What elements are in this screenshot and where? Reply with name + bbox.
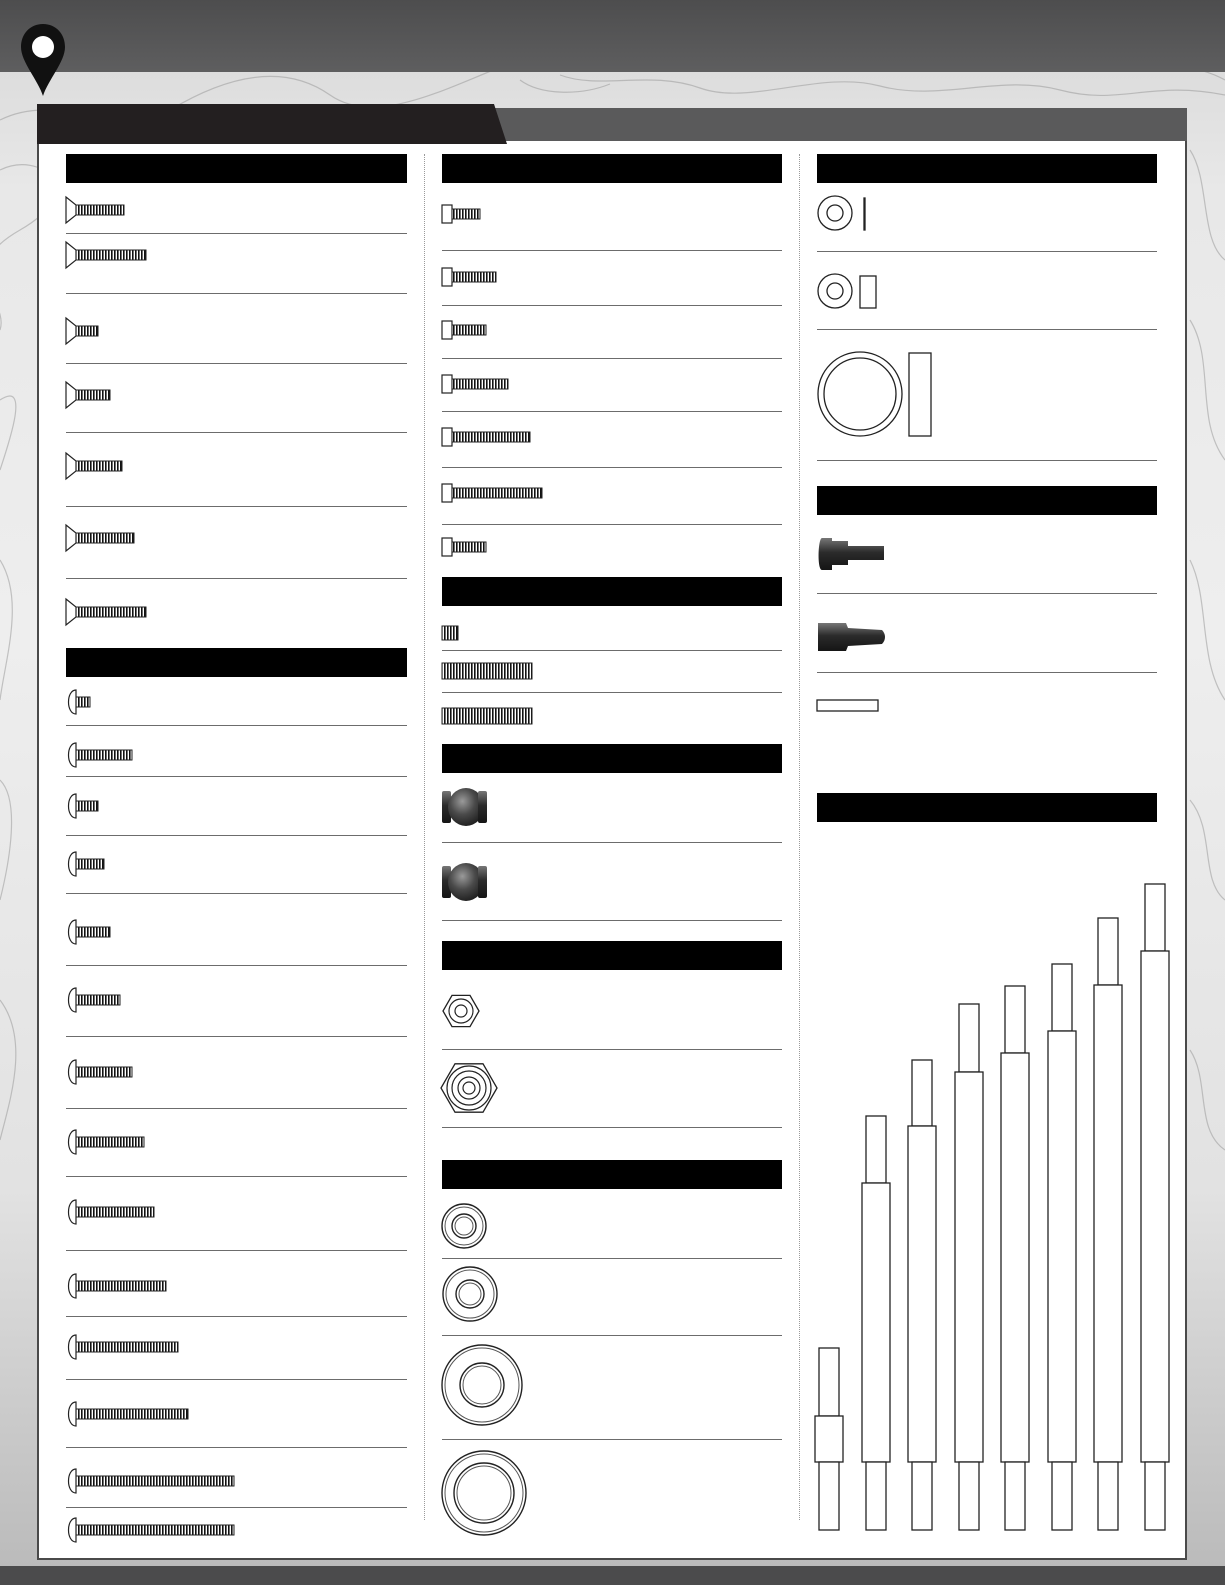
row-divider — [817, 672, 1157, 673]
row-divider — [66, 293, 407, 294]
cap-head-screw-icon — [442, 205, 480, 223]
link-rod-icon — [1141, 884, 1169, 1530]
row-divider — [66, 1379, 407, 1380]
row-divider — [442, 524, 782, 525]
row-divider — [442, 1335, 782, 1336]
pin-icon — [818, 623, 885, 651]
button-head-screw-icon — [69, 743, 133, 767]
cap-head-screw-icon — [442, 428, 530, 446]
row-divider — [442, 1127, 782, 1128]
row-divider — [442, 650, 782, 651]
row-divider — [442, 358, 782, 359]
set-screw-icon — [442, 663, 532, 679]
cap-head-screw-icon — [442, 268, 496, 286]
button-head-screw-icon — [69, 1274, 167, 1298]
row-divider — [442, 250, 782, 251]
button-head-screw-icon — [69, 1402, 189, 1426]
button-head-screw-icon — [69, 988, 121, 1012]
button-head-screw-icon — [69, 1469, 235, 1493]
button-head-screw-icon — [69, 1200, 155, 1224]
flat-head-screw-icon — [66, 318, 98, 344]
pin-icon — [817, 700, 878, 711]
button-head-screw-icon — [69, 1060, 133, 1084]
button-head-screw-icon — [69, 1130, 145, 1154]
cap-head-screw-icon — [442, 321, 486, 339]
row-divider — [66, 835, 407, 836]
row-divider — [817, 329, 1157, 330]
row-divider — [442, 692, 782, 693]
set-screw-icon — [442, 708, 532, 724]
cap-head-screw-icon — [442, 538, 486, 556]
row-divider — [66, 1447, 407, 1448]
button-head-screw-icon — [69, 920, 111, 944]
washer-icon — [818, 352, 931, 436]
row-divider — [66, 893, 407, 894]
pivot-ball-icon — [442, 788, 487, 826]
link-rod-icon — [1048, 964, 1076, 1530]
row-divider — [66, 1507, 407, 1508]
row-divider — [66, 1316, 407, 1317]
row-divider — [66, 1036, 407, 1037]
bearing-icon — [443, 1267, 497, 1321]
row-divider — [442, 467, 782, 468]
bearing-icon — [442, 1204, 486, 1248]
button-head-screw-icon — [69, 1335, 179, 1359]
cap-head-screw-icon — [442, 484, 542, 502]
row-divider — [817, 593, 1157, 594]
hex-nut-icon — [441, 1064, 497, 1112]
row-divider — [66, 363, 407, 364]
hex-nut-icon — [443, 995, 479, 1026]
bearing-icon — [442, 1451, 526, 1535]
row-divider — [66, 776, 407, 777]
row-divider — [66, 432, 407, 433]
link-rod-icon — [815, 1348, 843, 1530]
row-divider — [66, 233, 407, 234]
row-divider — [66, 506, 407, 507]
row-divider — [442, 842, 782, 843]
row-divider — [817, 251, 1157, 252]
button-head-screw-icon — [69, 690, 91, 714]
cap-head-screw-icon — [442, 375, 508, 393]
washer-icon — [818, 274, 876, 308]
washer-icon — [818, 196, 865, 230]
row-divider — [442, 1258, 782, 1259]
row-divider — [442, 920, 782, 921]
flat-head-screw-icon — [66, 599, 146, 625]
flat-head-screw-icon — [66, 242, 146, 268]
row-divider — [66, 1176, 407, 1177]
bearing-icon — [442, 1345, 522, 1425]
row-divider — [442, 1439, 782, 1440]
row-divider — [66, 578, 407, 579]
pin-icon — [819, 538, 884, 570]
row-divider — [66, 1250, 407, 1251]
button-head-screw-icon — [69, 852, 105, 876]
button-head-screw-icon — [69, 1518, 235, 1542]
flat-head-screw-icon — [66, 197, 124, 223]
row-divider — [817, 460, 1157, 461]
link-rod-icon — [955, 1004, 983, 1530]
row-divider — [66, 965, 407, 966]
link-rod-icon — [862, 1116, 890, 1530]
row-divider — [442, 305, 782, 306]
row-divider — [66, 725, 407, 726]
link-rod-icon — [1094, 918, 1122, 1530]
link-rod-icon — [1001, 986, 1029, 1530]
link-rod-icon — [908, 1060, 936, 1530]
row-divider — [66, 1108, 407, 1109]
row-divider — [442, 411, 782, 412]
row-divider — [442, 1049, 782, 1050]
flat-head-screw-icon — [66, 525, 134, 551]
set-screw-icon — [442, 626, 458, 640]
pivot-ball-icon — [442, 863, 487, 901]
flat-head-screw-icon — [66, 453, 122, 479]
flat-head-screw-icon — [66, 382, 110, 408]
button-head-screw-icon — [69, 794, 99, 818]
